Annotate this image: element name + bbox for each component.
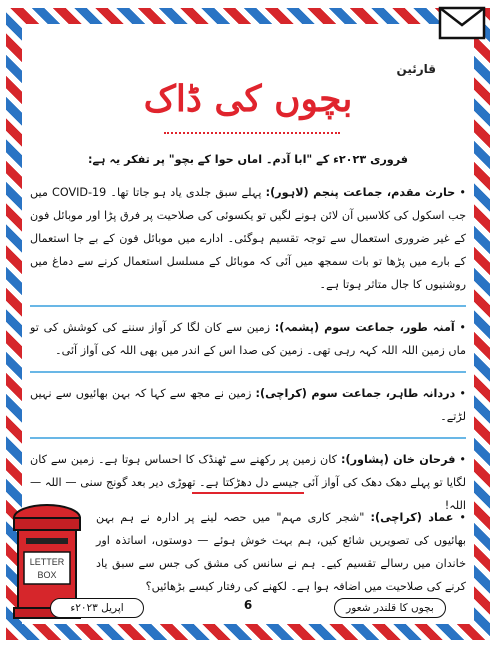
- envelope-icon: [438, 6, 486, 40]
- divider: [30, 437, 466, 439]
- letter-sender: دردانہ طاہر، جماعت سوم (کراچی):: [255, 387, 456, 400]
- letter-item: • آمنہ طور، جماعت سوم (پشمہ): زمین سے کان لگا کر آواز سننے کی کوشش کی تو ماں زمین اللہ اللہ کہہ رہی تھی۔ زمین کی صدا اس کے اندر میں بھی اللہ کی آواز آئی۔: [30, 321, 466, 357]
- letter-item: • فرحان خان (پشاور): کان زمین پر رکھنے سے ٹھنڈک کا احساس ہوتا ہے۔ زمین سے کان لگایا تو پہلے دھک دھک کی آواز آئی جیسے دل دھڑکتا ہے۔ تھوڑی دیر بعد گونج سنی — اللہ — اللہ!: [30, 453, 466, 512]
- letter-text: زمین سے کان لگا کر آواز سننے کی کوشش کی تو ماں زمین اللہ اللہ کہہ رہی تھی۔ زمین کی صدا اس کے اندر میں بھی اللہ کی آواز آئی۔: [30, 321, 466, 357]
- letter-sender: فرحان خان (پشاور):: [340, 453, 456, 466]
- issue-date: اپریل ۲۰۲۳ء: [50, 598, 144, 618]
- letter-sender: حارث مقدم، جماعت پنجم (لاہور):: [265, 186, 456, 199]
- letter-box-text-1: LETTER: [29, 557, 65, 567]
- letter-sender: عماد (کراچی):: [370, 511, 454, 524]
- letter-item: • عماد (کراچی): "شجر کاری مہم" میں حصہ لینے پر ادارہ نے ہم بہن بھائیوں کی تصویریں شائع کیں، ہم بہت خوش ہوئے — دوستوں، اساتذہ اور خاندان میں رسالے تقسیم کیے۔ ہم نے سانس کی مشق کی جس سے سبق یاد کرنے کی صلاحیت میں اضافہ ہوا ہے۔ لکھنے کی رفتار کیسے بڑھائیں؟: [96, 511, 466, 593]
- letter-item: • دردانہ طاہر، جماعت سوم (کراچی): زمین نے مجھ سے کہا کہ بہن بھائیوں سے نہیں لڑتے۔: [30, 387, 466, 423]
- letters-list: [30, 148, 466, 521]
- letter-text: "شجر کاری مہم" میں حصہ لینے پر ادارہ نے ہم بہن بھائیوں کی تصویریں شائع کیں، ہم بہت خوش ہوئے — دوستوں، اساتذہ اور خاندان میں رسالے تقسیم کیے۔ ہم نے سانس کی مشق کی جس سے سبق یاد کرنے کی صلاحیت میں اضافہ ہوا ہے۔ لکھنے کی رفتار کیسے بڑھائیں؟: [96, 511, 466, 593]
- page-footer: [22, 596, 474, 620]
- letter-item: • حارث مقدم، جماعت پنجم (لاہور): پہلے سبق جلدی یاد ہو جاتا تھا۔ COVID-19 میں جب اسکول کی کلاسیں آن لائن ہونے لگیں تو یکسوئی کی صلاحیت پر فرق پڑا اور موبائل فون کے غیر ضروری استعمال سے توجہ تقسیم ہوگئی۔ ادارے میں موبائل فون کے بے جا استعمال کے بارے میں پڑھا تو بات سمجھ میں آئی کہ موبائل کے مسلسل استعمال کرنے سے دماغ میں روشنیوں کا جال متاثر ہوتا ہے۔: [30, 186, 466, 291]
- page-number: 6: [243, 598, 253, 612]
- letter-text: پہلے سبق جلدی یاد ہو جاتا تھا۔ COVID-19 میں جب اسکول کی کلاسیں آن لائن ہونے لگیں تو یکسوئی کی صلاحیت پر فرق پڑا اور موبائل فون کے غیر ضروری استعمال سے توجہ تقسیم ہوگئی۔ ادارے میں موبائل فون کے بے جا استعمال کے بارے میں پڑھا تو بات سمجھ میں آئی کہ موبائل کے مسلسل استعمال کرنے سے دماغ میں روشنیوں کا جال متاثر ہوتا ہے۔: [30, 186, 466, 291]
- letter-text: زمین نے مجھ سے کہا کہ بہن بھائیوں سے نہیں لڑتے۔: [30, 387, 466, 423]
- letter-text: کان زمین پر رکھنے سے ٹھنڈک کا احساس ہوتا ہے۔ زمین سے کان لگایا تو پہلے دھک دھک کی آواز آئی جیسے دل دھڑکتا ہے۔ تھوڑی دیر بعد گونج سنی — اللہ — اللہ!: [30, 453, 466, 512]
- divider: [30, 305, 466, 307]
- magazine-name: بچوں کا قلندر شعور: [334, 598, 446, 618]
- letter-sender: آمنہ طور، جماعت سوم (پشمہ):: [274, 321, 455, 334]
- title-underline: [164, 132, 340, 134]
- section-label: قارئین: [396, 62, 436, 76]
- intro-text: فروری ۲۰۲۳ء کے "ابا آدم۔ اماں حوا کے بچو" پر تفکر یہ ہے:: [88, 153, 408, 166]
- red-divider: [192, 492, 304, 494]
- page-title: بچوں کی ڈاک: [143, 78, 353, 120]
- letter-box-text-2: BOX: [37, 570, 57, 580]
- divider: [30, 371, 466, 373]
